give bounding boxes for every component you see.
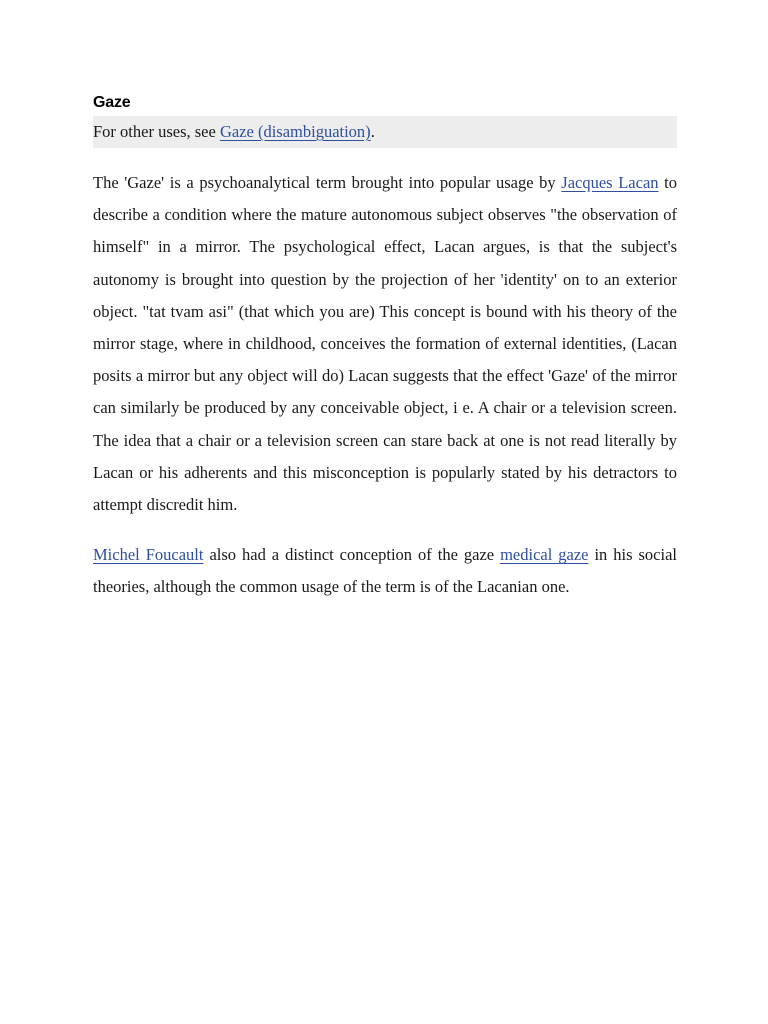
paragraph-foucault [93, 539, 677, 603]
disambiguation-link[interactable]: Gaze (disambiguation) [219, 122, 371, 141]
jacques-lacan-link[interactable]: Jacques Lacan [561, 173, 659, 192]
paragraph-text: to describe a condition where the mature autonomous subject observes "the observation of himself" in a mirror. The psychological effect, Lacan argues, is that the subject's autonomy is brought into question by the projection of her 'identity' on to an exterior object. "tat tvam asi" (that which you are) This concept is bound with his theory of the mirror stage, where in childhood, conceives the formation of external identities, (Lacan posits a mirror but any object will do) Lacan suggests that the effect 'Gaze' of the mirror can similarly be produced by any conceivable object, i e. A chair or a television screen. The idea that a chair or a television screen can stare back at one is not read literally by Lacan or his adherents and this misconception is popularly stated by his detractors to attempt discredit him. [93, 173, 677, 515]
paragraph-lacan [93, 167, 677, 521]
medical-gaze-link[interactable]: medical gaze [500, 545, 589, 565]
page-title: Gaze [93, 94, 131, 111]
paragraph-text: also had a distinct conception of the gaze [203, 545, 501, 565]
paragraph-text: in his social theories, although the common usage of the term is of the Lacanian one. [93, 545, 678, 597]
hatnote-suffix: . [370, 122, 375, 141]
michel-foucault-link[interactable]: Michel Foucault [93, 545, 204, 565]
hatnote [93, 116, 677, 148]
paragraph-text: The 'Gaze' is a psychoanalytical term brought into popular usage by [93, 173, 562, 192]
hatnote-prefix: For other uses, see [93, 122, 220, 141]
article [93, 92, 677, 604]
